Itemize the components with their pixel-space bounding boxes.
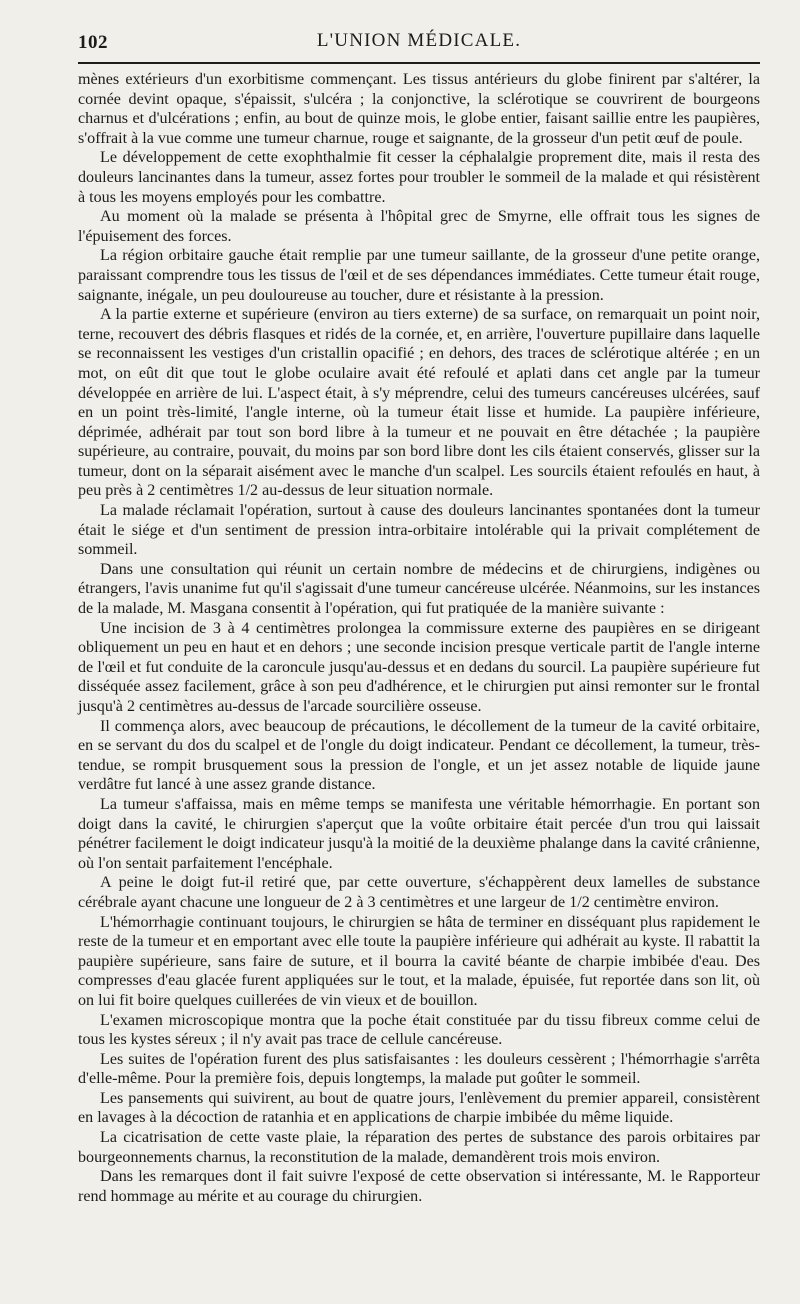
paragraph: Les suites de l'opération furent des plus satisfaisantes : les douleurs cessèrent ; l'hémorrhagie s'arrêta d'elle-même. Pour la première fois, depuis longtemps, la malade put goûter le sommeil. bbox=[78, 1050, 760, 1088]
paragraph: mènes extérieurs d'un exorbitisme commençant. Les tissus antérieurs du globe finirent par s'altérer, la cornée devint opaque, s'épaissit, s'ulcéra ; la conjonctive, la sclérotique se couvrirent de bourgeons charnus et d'ulcérations ; enfin, au bout de quinze mois, le globe entier, faisant saillie entre les paupières, s'offrait à la vue comme une tumeur charnue, rouge et saignante, de la grosseur d'un petit œuf de poule. bbox=[78, 71, 760, 147]
page-number: 102 bbox=[78, 32, 108, 53]
article-body bbox=[78, 70, 760, 1206]
paragraph: Le développement de cette exophthalmie fit cesser la céphalalgie proprement dite, mais il resta des douleurs lancinantes dans la tumeur, assez fortes pour troubler le sommeil de la malade et qui résistèrent à tous les moyens employés pour les combattre. bbox=[78, 149, 760, 206]
paragraph: La malade réclamait l'opération, surtout à cause des douleurs lancinantes spontanées dont la tumeur était le siége et d'un sentiment de pression intra-orbitaire intolérable qui la privait complétement de sommeil. bbox=[78, 502, 760, 559]
paragraph: Dans les remarques dont il fait suivre l'exposé de cette observation si intéressante, M. le Rapporteur rend hommage au mérite et au courage du chirurgien. bbox=[78, 1168, 760, 1205]
paragraph: L'examen microscopique montra que la poche était constituée par du tissu fibreux comme celui de tous les kystes séreux ; il n'y avait pas trace de cellule cancéreuse. bbox=[78, 1011, 760, 1049]
paragraph: La cicatrisation de cette vaste plaie, la réparation des pertes de substance des parois orbitaires par bourgeonnements charnus, la reconstitution de la malade, demandèrent trois mois environ. bbox=[78, 1129, 760, 1166]
paragraph: Dans une consultation qui réunit un certain nombre de médecins et de chirurgiens, indigènes ou étrangers, l'avis unanime fut qu'il s'agissait d'une tumeur cancéreuse ulcérée. Néanmoins, sur les instances de la malade, M. Masgana consentit à l'opération, qui fut pratiquée de la manière suivante : bbox=[78, 560, 760, 618]
paragraph: Au moment où la malade se présenta à l'hôpital grec de Smyrne, elle offrait tous les signes de l'épuisement des forces. bbox=[78, 208, 760, 245]
page-header bbox=[78, 24, 760, 58]
paragraph: Il commença alors, avec beaucoup de précautions, le décollement de la tumeur de la cavité orbitaire, en se servant du dos du scalpel et de l'ongle du doigt indicateur. Pendant ce décollement, la tumeur, très-tendue, se rompit brusquement sous la pression de l'ongle, et un jet assez notable de liquide jaune verdâtre fut lancé à une assez grande distance. bbox=[78, 717, 760, 794]
running-title: L'UNION MÉDICALE. bbox=[316, 30, 522, 51]
paragraph: Une incision de 3 à 4 centimètres prolongea la commissure externe des paupières en se dirigeant obliquement un peu en haut et en dehors ; une seconde incision presque verticale partit de l'angle interne de l'œil et fut conduite de la caroncule jusqu'au-dessus et en dedans du sourcil. La paupière supérieure fut disséquée assez facilement, grâce à son peu d'adhérence, et le chirurgien put ainsi remonter sur le frontal jusqu'à 2 centimètres au-dessus de l'arcade sourcilière osseuse. bbox=[78, 619, 760, 715]
paragraph: A la partie externe et supérieure (environ au tiers externe) de sa surface, on remarquait un point noir, terne, recouvert des débris flasques et ridés de la cornée, et, en arrière, l'ouverture pupillaire dans laquelle se reconnaissent les vestiges d'un cristallin opacifié ; en dehors, des traces de sclérotique altérée ; en un mot, on eût dit que tout le globe oculaire avait été refoulé et aplati dans cet angle par la tumeur développée en arrière de lui. L'aspect était, à s'y méprendre, celui des tumeurs cancéreuses ulcérées, sauf en un point très-limité, l'angle interne, où la tumeur était lisse et humide. La paupière inférieure, déprimée, adhérait par tout son bord libre à la tumeur et ne pouvait en être détachée ; la paupière supérieure, au contraire, pouvait, du moins par son bord libre dont les cils étaient conservés, glisser sur la tumeur, dont on la séparait aisément avec le manche d'un scalpel. Les sourcils étaient refoulés en haut, à peu près à 2 centimètres 1/2 au-dessus de leur situation normale. bbox=[78, 306, 760, 500]
paragraph: La tumeur s'affaissa, mais en même temps se manifesta une véritable hémorrhagie. En portant son doigt dans la cavité, le chirurgien s'aperçut que la voûte orbitaire était percée d'un trou qui laissait pénétrer facilement le doigt indicateur jusqu'à la moitié de la deuxième phalange dans la cavité crânienne, où l'on sentait parfaitement l'encéphale. bbox=[78, 795, 760, 872]
paragraph: La région orbitaire gauche était remplie par une tumeur saillante, de la grosseur d'une petite orange, paraissant comprendre tous les tissus de l'œil et de ses dépendances immédiates. Cette tumeur était rouge, saignante, inégale, un peu douloureuse au toucher, dure et résistante à la pression. bbox=[78, 247, 760, 304]
paragraph: Les pansements qui suivirent, au bout de quatre jours, l'enlèvement du premier appareil, consistèrent en lavages à la décoction de ratanhia et en applications de charpie imbibée du même liquide. bbox=[78, 1089, 760, 1127]
header-rule bbox=[78, 62, 760, 64]
paragraph: A peine le doigt fut-il retiré que, par cette ouverture, s'échappèrent deux lamelles de substance cérébrale ayant chacune une longueur de 2 à 3 centimètres et une largeur de 1/2 centimètre environ. bbox=[78, 874, 760, 911]
paragraph: L'hémorrhagie continuant toujours, le chirurgien se hâta de terminer en disséquant plus rapidement le reste de la tumeur et en emportant avec elle toute la paupière inférieure qui adhérait au kyste. Il rabattit la paupière supérieure, sans faire de suture, et il bourra la cavité béante de charpie imbibée d'eau. Des compresses d'eau glacée furent appliquées sur le tout, et la malade, épuisée, fut reportée dans son lit, où on lui fit boire quelques cuillerées de vin vieux et de bouillon. bbox=[78, 913, 760, 1009]
